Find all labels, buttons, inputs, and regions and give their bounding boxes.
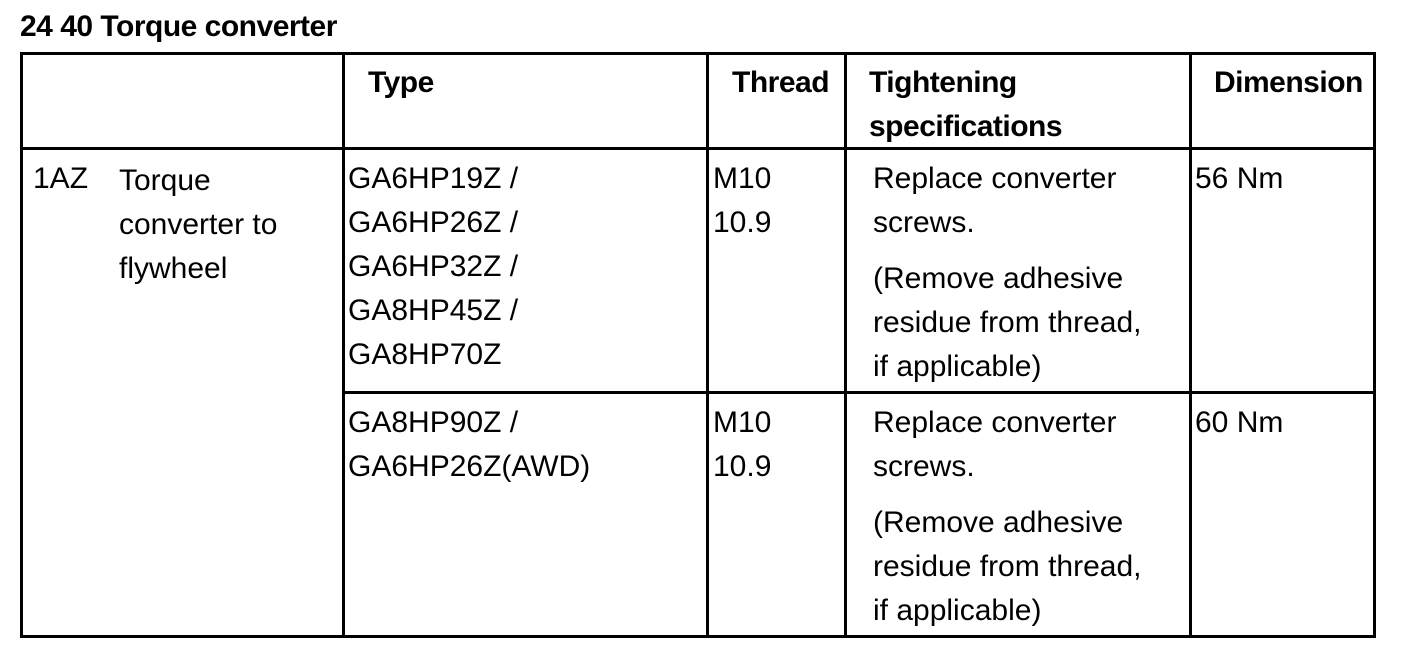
column-divider (1189, 55, 1192, 635)
thread-line: M10 (713, 406, 772, 439)
type-line: GA8HP45Z / (348, 294, 519, 327)
item-description-line: flywheel (119, 252, 228, 285)
header-divider (23, 147, 1373, 150)
spec-line: Replace converter (873, 406, 1117, 439)
item-description-line: Torque (119, 164, 211, 197)
row-1-dimension: 56 Nm (1195, 162, 1284, 195)
note-line: (Remove adhesive (873, 262, 1124, 295)
header-tightening-line: Tightening (869, 66, 1017, 99)
thread-line: 10.9 (713, 450, 772, 483)
note-line: residue from thread, (873, 306, 1142, 339)
header-dimension: Dimension (1214, 66, 1363, 99)
column-divider (342, 55, 345, 635)
type-line: GA6HP19Z / (348, 162, 519, 195)
page-title: 24 40 Torque converter (20, 10, 337, 43)
type-line: GA6HP26Z(AWD) (348, 450, 591, 483)
spec-line: Replace converter (873, 162, 1117, 195)
row-2-dimension: 60 Nm (1195, 406, 1284, 439)
item-description (119, 159, 277, 291)
row-1-tightening-spec (873, 157, 1141, 389)
row-divider (342, 391, 1373, 394)
thread-line: 10.9 (713, 206, 772, 239)
header-thread: Thread (732, 66, 830, 99)
header-tightening-specifications (869, 61, 1062, 149)
note-line: if applicable) (873, 350, 1042, 383)
item-code: 1AZ (33, 162, 89, 195)
row-2-thread (713, 401, 771, 489)
column-divider (706, 55, 709, 635)
row-2-tightening-spec (873, 401, 1141, 633)
note-line: if applicable) (873, 594, 1042, 627)
type-line: GA6HP32Z / (348, 250, 519, 283)
torque-spec-table (20, 52, 1376, 638)
type-line: GA6HP26Z / (348, 206, 519, 239)
thread-line: M10 (713, 162, 772, 195)
column-divider (844, 55, 847, 635)
row-1-thread (713, 157, 771, 245)
note-line: (Remove adhesive (873, 506, 1124, 539)
item-description-line: converter to (119, 208, 278, 241)
row-1-type (348, 157, 518, 377)
row-2-type (348, 401, 590, 489)
header-specifications-line: specifications (869, 110, 1063, 143)
header-type: Type (368, 66, 434, 99)
spec-line: screws. (873, 206, 975, 239)
type-line: GA8HP90Z / (348, 406, 519, 439)
spec-line: screws. (873, 450, 975, 483)
note-line: residue from thread, (873, 550, 1142, 583)
type-line: GA8HP70Z (348, 338, 502, 371)
